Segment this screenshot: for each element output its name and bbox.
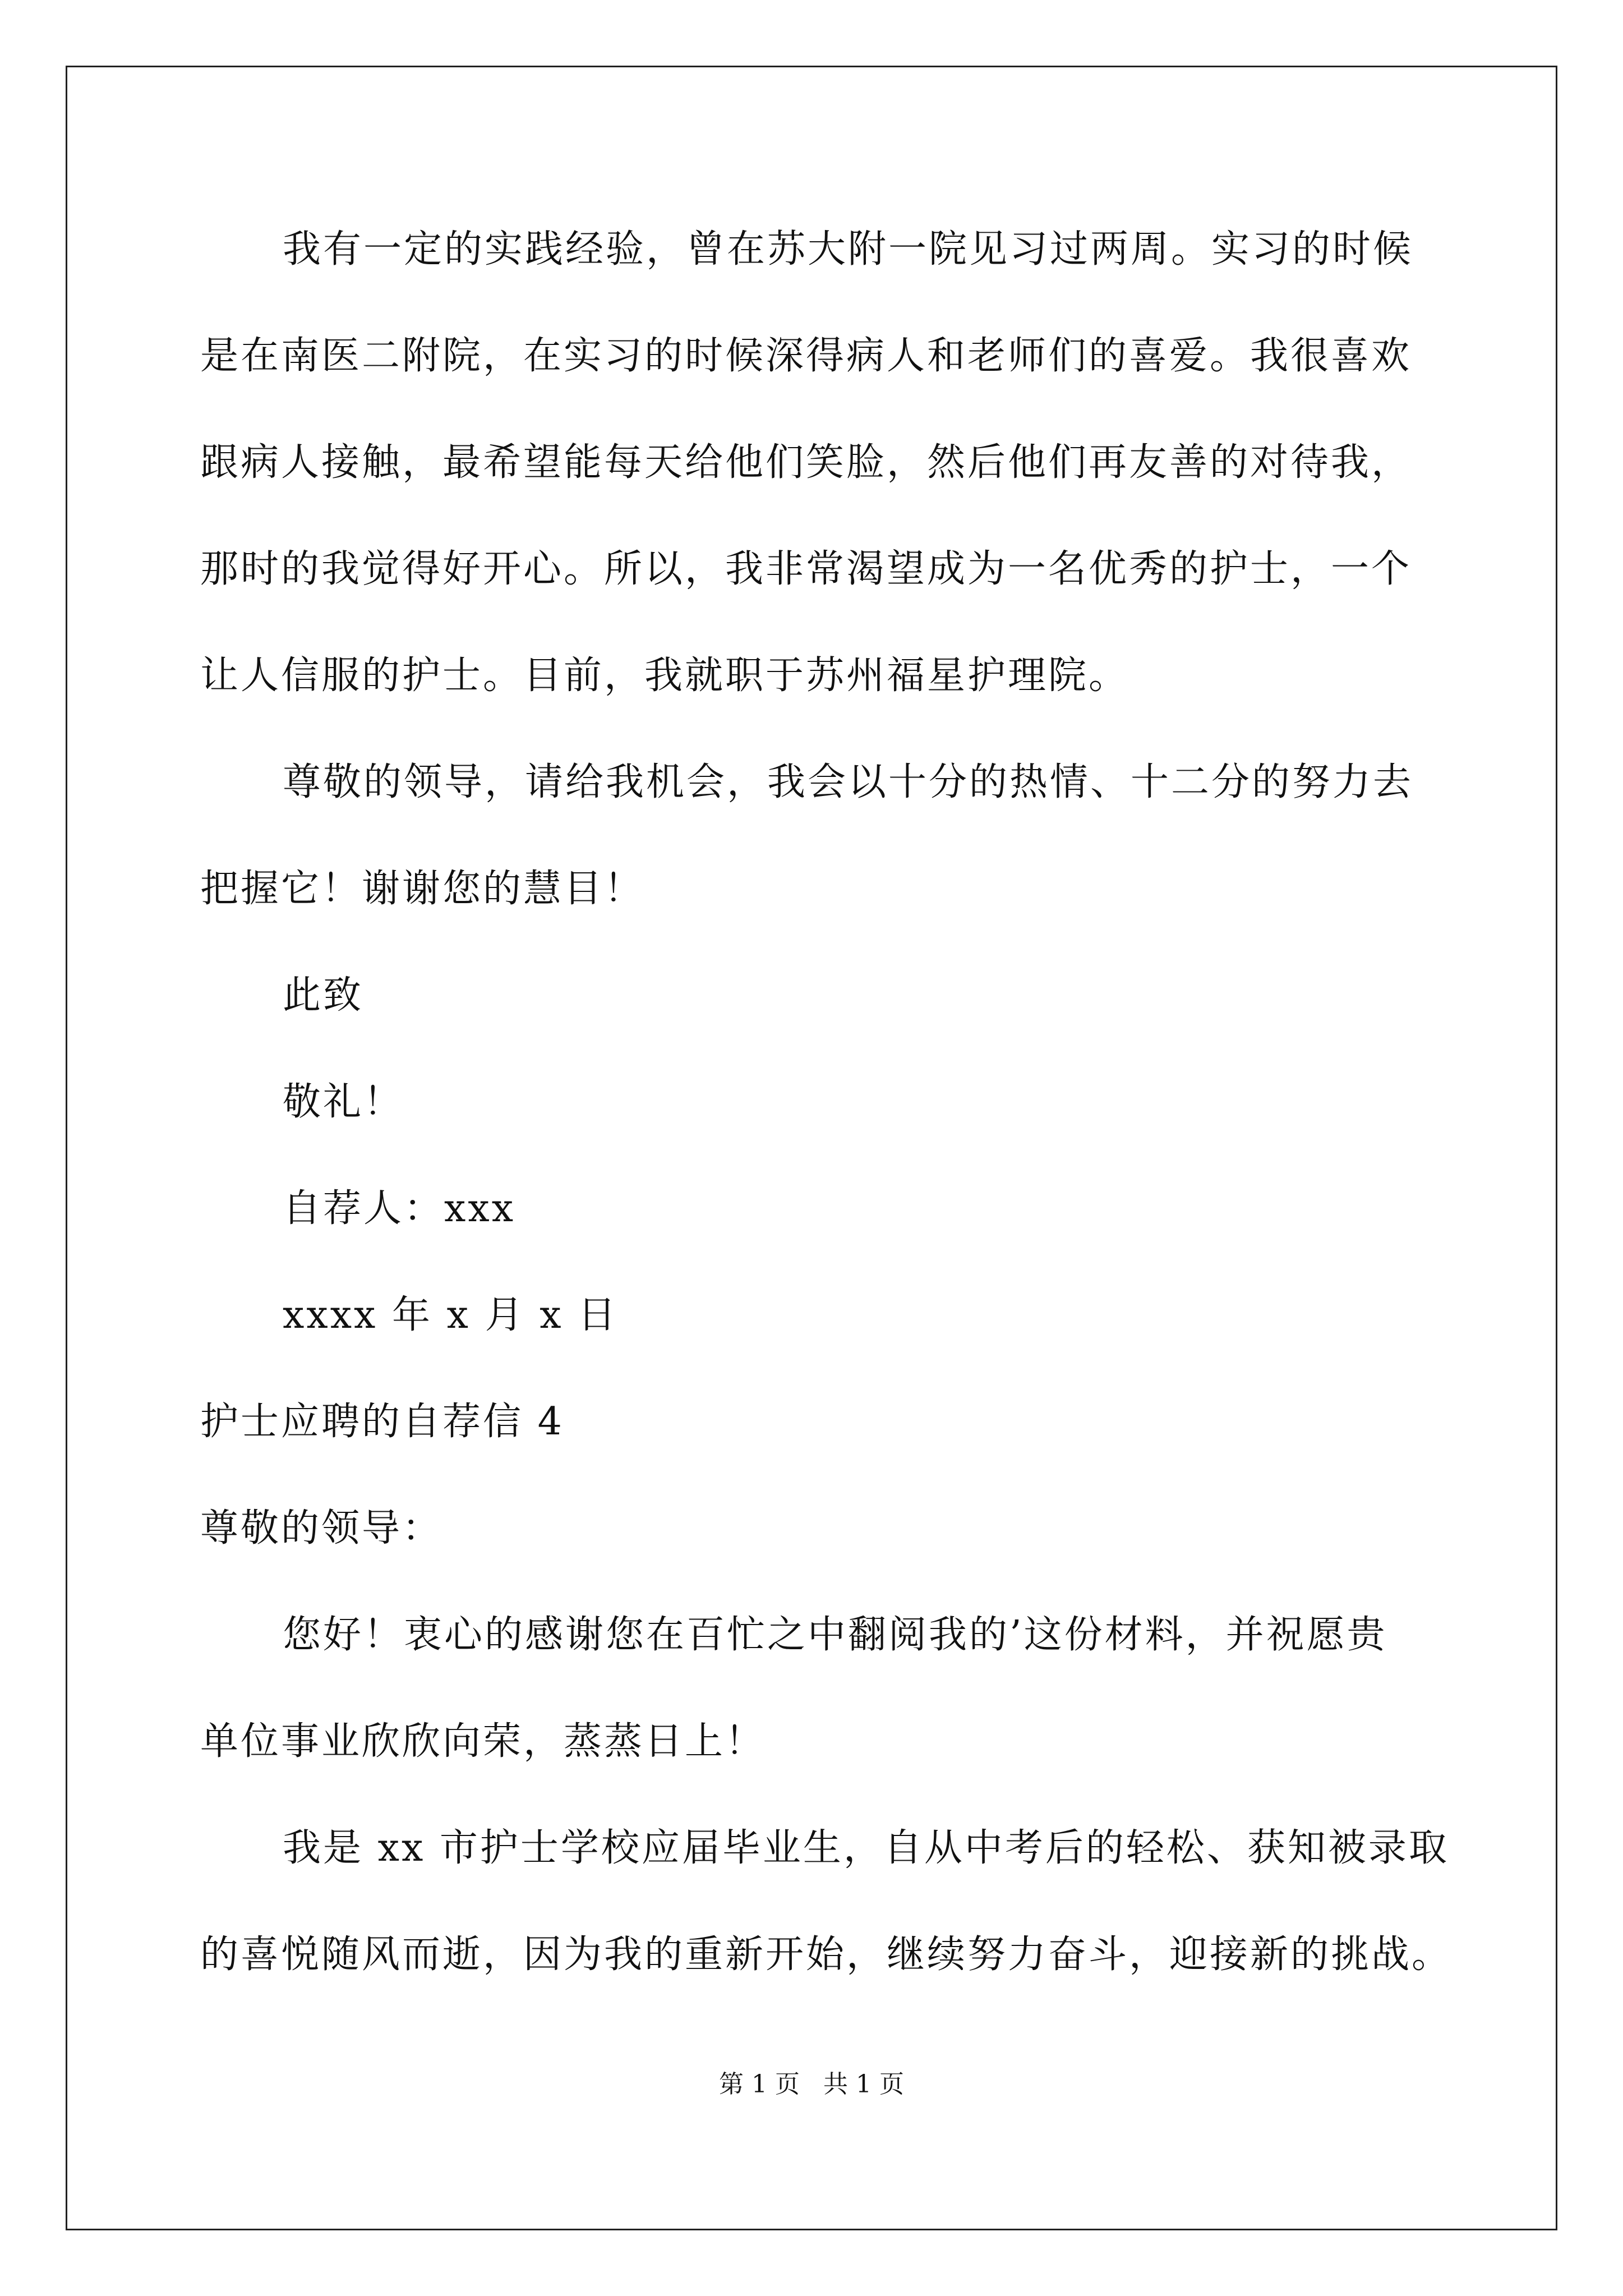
page-border: [66, 66, 1557, 2230]
paragraph-line: 把握它！谢谢您的慧目！: [200, 867, 645, 911]
greeting-line: 尊敬的领导：: [200, 1506, 443, 1550]
closing-regards: 敬礼！: [283, 1080, 404, 1124]
date-line: xxxx 年 x 月 x 日: [283, 1293, 619, 1337]
paragraph-line: 是在南医二附院，在实习的时候深得病人和老师们的喜爱。我很喜欢: [200, 334, 1412, 378]
paragraph-line: 让人信服的护士。目前，我就职于苏州福星护理院。: [200, 654, 1129, 698]
section-heading: 护士应聘的自荐信 4: [200, 1400, 564, 1444]
paragraph-line: 我是 xx 市护士学校应届毕业生，自从中考后的轻松、获知被录取: [283, 1826, 1449, 1870]
paragraph-line: 的喜悦随风而逝，因为我的重新开始，继续努力奋斗，迎接新的挑战。: [200, 1932, 1453, 1977]
paragraph-line: 您好！衷心的感谢您在百忙之中翻阅我的’这份材料，并祝愿贵: [283, 1613, 1387, 1657]
page-number-footer: 第 1 页 共 1 页: [719, 2070, 904, 2099]
signature-line: 自荐人：xxx: [283, 1186, 516, 1231]
paragraph-line: 跟病人接触，最希望能每天给他们笑脸，然后他们再友善的对待我，: [200, 440, 1412, 485]
closing-salutation: 此致: [283, 973, 364, 1018]
paragraph-line: 那时的我觉得好开心。所以，我非常渴望成为一名优秀的护士，一个: [200, 547, 1412, 591]
paragraph-line: 我有一定的实践经验，曾在苏大附一院见习过两周。实习的时候: [283, 227, 1414, 272]
paragraph-line: 单位事业欣欣向荣，蒸蒸日上！: [200, 1719, 766, 1764]
paragraph-line: 尊敬的领导，请给我机会，我会以十分的热情、十二分的努力去: [283, 760, 1414, 804]
